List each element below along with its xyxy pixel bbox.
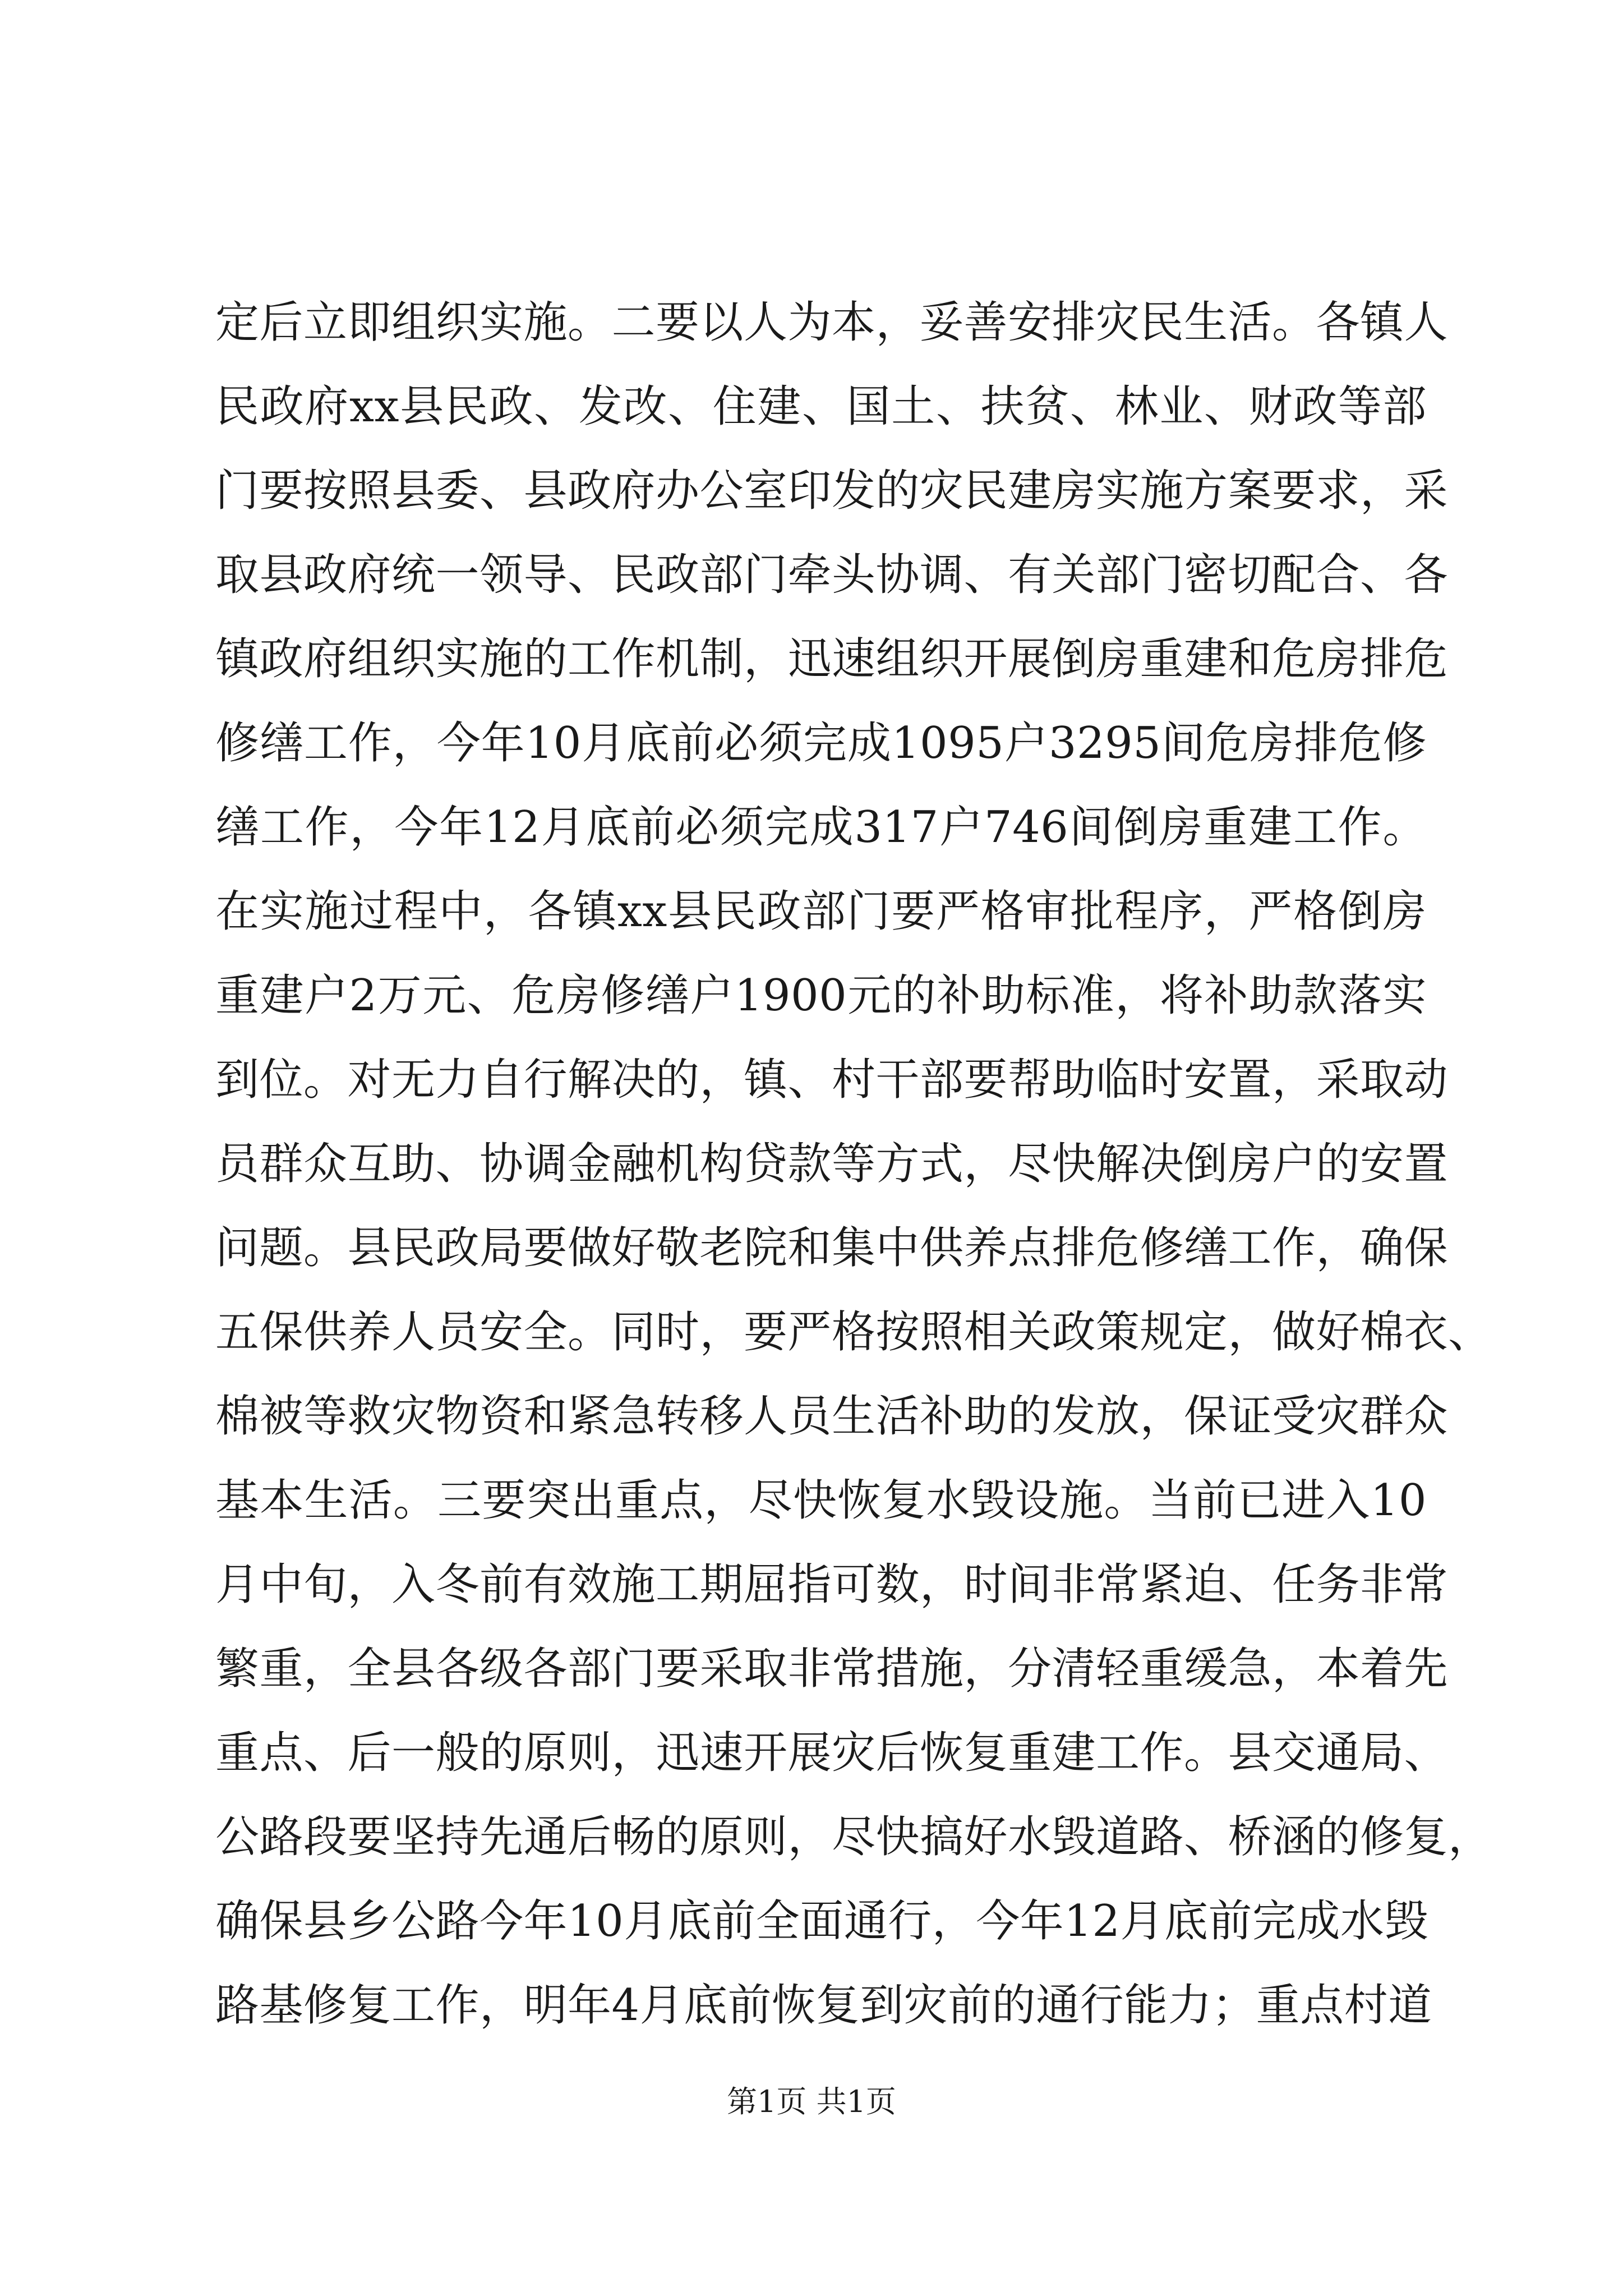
text-line-15: 基本生活。三要突出重点，尽快恢复水毁设施。当前已进入10: [215, 1475, 1427, 1526]
text-line-18: 重点、后一般的原则，迅速开展灾后恢复重建工作。县交通局、: [215, 1728, 1449, 1778]
text-line-20: 确保县乡公路今年10月底前全面通行，今年12月底前完成水毁: [215, 1896, 1429, 1947]
text-line-19: 公路段要坚持先通后畅的原则，尽快搞好水毁道路、桥涵的修复，: [215, 1812, 1492, 1862]
text-line-16: 月中旬，入冬前有效施工期屈指可数，时间非常紧迫、任务非常: [215, 1559, 1449, 1610]
text-line-3: 门要按照县委、县政府办公室印发的灾民建房实施方案要求，采: [215, 466, 1449, 516]
text-line-12: 问题。县民政局要做好敬老院和集中供养点排危修缮工作，确保: [215, 1223, 1449, 1273]
text-line-11: 员群众互助、协调金融机构贷款等方式，尽快解决倒房户的安置: [215, 1139, 1449, 1189]
text-line-14: 棉被等救灾物资和紧急转移人员生活补助的发放，保证受灾群众: [215, 1391, 1449, 1442]
text-line-5: 镇政府组织实施的工作机制，迅速组织开展倒房重建和危房排危: [215, 634, 1449, 684]
text-line-10: 到位。对无力自行解决的，镇、村干部要帮助临时安置，采取动: [215, 1055, 1449, 1105]
text-line-7: 缮工作，今年12月底前必须完成317户746间倒房重建工作。: [215, 802, 1427, 853]
text-line-21: 路基修复工作，明年4月底前恢复到灾前的通行能力；重点村道: [215, 1980, 1432, 2031]
text-line-17: 繁重，全县各级各部门要采取非常措施，分清轻重缓急，本着先: [215, 1644, 1449, 1694]
text-line-8: 在实施过程中，各镇xx县民政部门要严格审批程序，严格倒房: [215, 886, 1427, 937]
text-line-13: 五保供养人员安全。同时，要严格按照相关政策规定，做好棉衣、: [215, 1307, 1492, 1358]
body-paragraph: [215, 280, 1492, 2047]
text-line-4: 取县政府统一领导、民政部门牵头协调、有关部门密切配合、各: [215, 550, 1449, 600]
page-number-footer: 第1页 共1页: [727, 2084, 896, 2119]
text-line-1: 定后立即组织实施。二要以人为本，妥善安排灾民生活。各镇人: [215, 297, 1449, 348]
text-line-9: 重建户2万元、危房修缮户1900元的补助标准，将补助款落实: [215, 970, 1427, 1021]
text-line-2: 民政府xx县民政、发改、住建、国土、扶贫、林业、财政等部: [215, 381, 1427, 432]
text-line-6: 修缮工作，今年10月底前必须完成1095户3295间危房排危修: [215, 718, 1427, 769]
